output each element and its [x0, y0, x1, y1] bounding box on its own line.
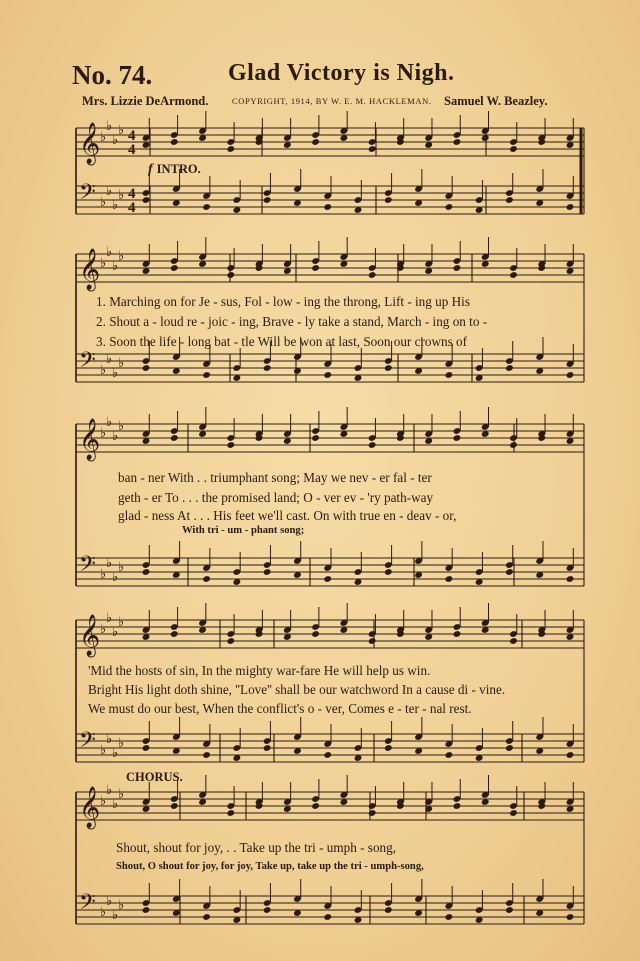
notehead [445, 913, 454, 921]
lyricist: Mrs. Lizzie DeArmond. [82, 94, 209, 108]
flat-sign: ♭ [106, 555, 113, 570]
flat-sign: ♭ [118, 559, 125, 574]
notehead [509, 441, 518, 449]
notehead [142, 744, 151, 752]
flat-sign: ♭ [106, 244, 113, 259]
notehead [566, 203, 575, 211]
bass-clef: 𝄢 [79, 890, 96, 920]
treble-clef: 𝄞 [79, 123, 101, 164]
intro-label: INTRO. [156, 162, 201, 176]
notehead [453, 138, 462, 146]
flat-sign: ♭ [100, 742, 107, 757]
notehead [505, 744, 514, 752]
verse-line: 3. Soon the life - long bat - tle Will be won at last, Soon our crowns of [96, 334, 467, 349]
notehead [368, 145, 377, 153]
treble-clef: 𝄞 [79, 419, 101, 460]
notehead [509, 637, 518, 645]
notehead [384, 568, 393, 576]
notehead [445, 371, 454, 379]
notehead [142, 906, 151, 914]
flat-sign: ♭ [100, 425, 107, 440]
notehead [263, 568, 272, 576]
flat-sign: ♭ [112, 624, 119, 639]
time-signature: 4 [128, 186, 136, 202]
flat-sign: ♭ [118, 355, 125, 370]
flat-sign: ♭ [118, 248, 125, 263]
flat-sign: ♭ [100, 255, 107, 270]
flat-sign: ♭ [112, 569, 119, 584]
notehead [202, 751, 211, 759]
notehead [170, 802, 179, 810]
notehead [263, 196, 272, 204]
verse-line: glad - ness At . . . His feet we'll cast. On with true en - deav - or, [118, 508, 457, 523]
flat-sign: ♭ [100, 566, 107, 581]
notehead [505, 568, 514, 576]
treble-clef: 𝄞 [79, 787, 101, 828]
flat-sign: ♭ [100, 362, 107, 377]
verse-line: 1. Marching on for Je - sus, Fol - low - ing the throng, Lift - ing up His [96, 294, 470, 309]
chorus-bass-lyric: Shout, O shout for joy, for joy, Take up, take up the tri - umph-song, [116, 861, 424, 872]
flat-sign: ♭ [112, 197, 119, 212]
flat-sign: ♭ [100, 621, 107, 636]
flat-sign: ♭ [112, 365, 119, 380]
notehead [170, 630, 179, 638]
notehead [202, 575, 211, 583]
notehead [226, 637, 235, 645]
flat-sign: ♭ [106, 183, 113, 198]
flat-sign: ♭ [112, 132, 119, 147]
notehead [445, 751, 454, 759]
flat-sign: ♭ [118, 897, 125, 912]
notehead [323, 913, 332, 921]
notehead [323, 371, 332, 379]
flat-sign: ♭ [118, 187, 125, 202]
treble-clef: 𝄞 [79, 615, 101, 656]
flat-sign: ♭ [118, 735, 125, 750]
flat-sign: ♭ [106, 731, 113, 746]
flat-sign: ♭ [118, 614, 125, 629]
notehead [142, 364, 151, 372]
notehead [368, 271, 377, 279]
treble-staff [76, 244, 584, 291]
notehead [509, 809, 518, 817]
notehead [384, 744, 393, 752]
treble-staff [76, 610, 584, 657]
notehead [202, 371, 211, 379]
time-signature: 4 [128, 128, 136, 144]
verse-line: We must do our best, When the conflict's o - ver, Comes e - ter - nal rest. [88, 701, 472, 716]
notehead [202, 203, 211, 211]
notehead [311, 138, 320, 146]
music-staff [0, 118, 640, 228]
notehead [566, 575, 575, 583]
flat-sign: ♭ [100, 793, 107, 808]
verse-line: 'Mid the hosts of sin, In the mighty war-fare He will help us win. [88, 663, 431, 678]
notehead [170, 264, 179, 272]
flat-sign: ♭ [106, 118, 113, 133]
treble-staff [76, 782, 584, 829]
notehead [384, 906, 393, 914]
notehead [311, 434, 320, 442]
notehead [566, 371, 575, 379]
notehead [505, 196, 514, 204]
notehead [509, 271, 518, 279]
flat-sign: ♭ [118, 418, 125, 433]
flat-sign: ♭ [106, 351, 113, 366]
notehead [505, 364, 514, 372]
notehead [226, 271, 235, 279]
bass-clef: 𝄢 [79, 728, 96, 758]
notehead [323, 751, 332, 759]
composer: Samuel W. Beazley. [444, 94, 548, 108]
notehead [453, 630, 462, 638]
notehead [311, 630, 320, 638]
treble-staff [76, 414, 584, 461]
notehead [566, 913, 575, 921]
notehead [142, 568, 151, 576]
flat-sign: ♭ [112, 745, 119, 760]
notehead [509, 145, 518, 153]
flat-sign: ♭ [112, 428, 119, 443]
notehead [445, 575, 454, 583]
notehead [202, 913, 211, 921]
time-signature: 4 [128, 142, 136, 158]
verse-line: ban - ner With . . triumphant song; May we nev - er fal - ter [118, 470, 432, 485]
notehead [368, 809, 377, 817]
notehead [323, 203, 332, 211]
chorus-label: CHORUS. [126, 770, 183, 784]
notehead [368, 441, 377, 449]
flat-sign: ♭ [106, 610, 113, 625]
verse-line: 2. Shout a - loud re - joic - ing, Brave - ly take a stand, March - ing on to - [96, 314, 488, 329]
hymn-number: No. 74. [72, 60, 153, 90]
flat-sign: ♭ [106, 893, 113, 908]
notehead [142, 196, 151, 204]
treble-clef: 𝄞 [79, 249, 101, 290]
notehead [263, 364, 272, 372]
flat-sign: ♭ [112, 907, 119, 922]
time-signature: 4 [128, 200, 136, 216]
flat-sign: ♭ [112, 796, 119, 811]
notehead [263, 906, 272, 914]
flat-sign: ♭ [112, 258, 119, 273]
notehead [170, 138, 179, 146]
flat-sign: ♭ [106, 414, 113, 429]
notehead [226, 441, 235, 449]
notehead [311, 802, 320, 810]
bass-clef: 𝄢 [79, 180, 96, 210]
hymn-credits [0, 94, 640, 110]
notehead [453, 434, 462, 442]
hymn-title: Glad Victory is Nigh. [228, 60, 455, 86]
notehead [311, 264, 320, 272]
flat-sign: ♭ [100, 129, 107, 144]
verse-line: geth - er To . . . the promised land; O - ver ev - 'ry path-way [118, 490, 434, 505]
flat-sign: ♭ [118, 122, 125, 137]
notehead [170, 434, 179, 442]
notehead [384, 196, 393, 204]
notehead [453, 264, 462, 272]
notehead [323, 575, 332, 583]
notehead [384, 364, 393, 372]
copyright-notice: COPYRIGHT, 1914, BY W. E. M. HACKLEMAN. [232, 96, 432, 106]
dynamic-forte: f [148, 162, 153, 177]
hymn-header [0, 58, 640, 98]
intro-marking [148, 162, 201, 178]
flat-sign: ♭ [100, 904, 107, 919]
chorus-soprano-lyric: Shout, shout for joy, . . Take up the tri - umph - song, [116, 840, 397, 855]
bass-lyric: With tri - um - phant song; [182, 525, 305, 536]
notehead [226, 809, 235, 817]
notehead [453, 802, 462, 810]
verse-line: Bright His light doth shine, ''Love'' shall be our watchword In a cause di - vine. [88, 682, 506, 697]
notehead [368, 637, 377, 645]
flat-sign: ♭ [106, 782, 113, 797]
bass-clef: 𝄢 [79, 552, 96, 582]
flat-sign: ♭ [100, 194, 107, 209]
flat-sign: ♭ [118, 786, 125, 801]
treble-staff [76, 118, 584, 165]
notehead [566, 751, 575, 759]
bass-clef: 𝄢 [79, 348, 96, 378]
notehead [226, 145, 235, 153]
notehead [445, 203, 454, 211]
notehead [505, 906, 514, 914]
notehead [263, 744, 272, 752]
